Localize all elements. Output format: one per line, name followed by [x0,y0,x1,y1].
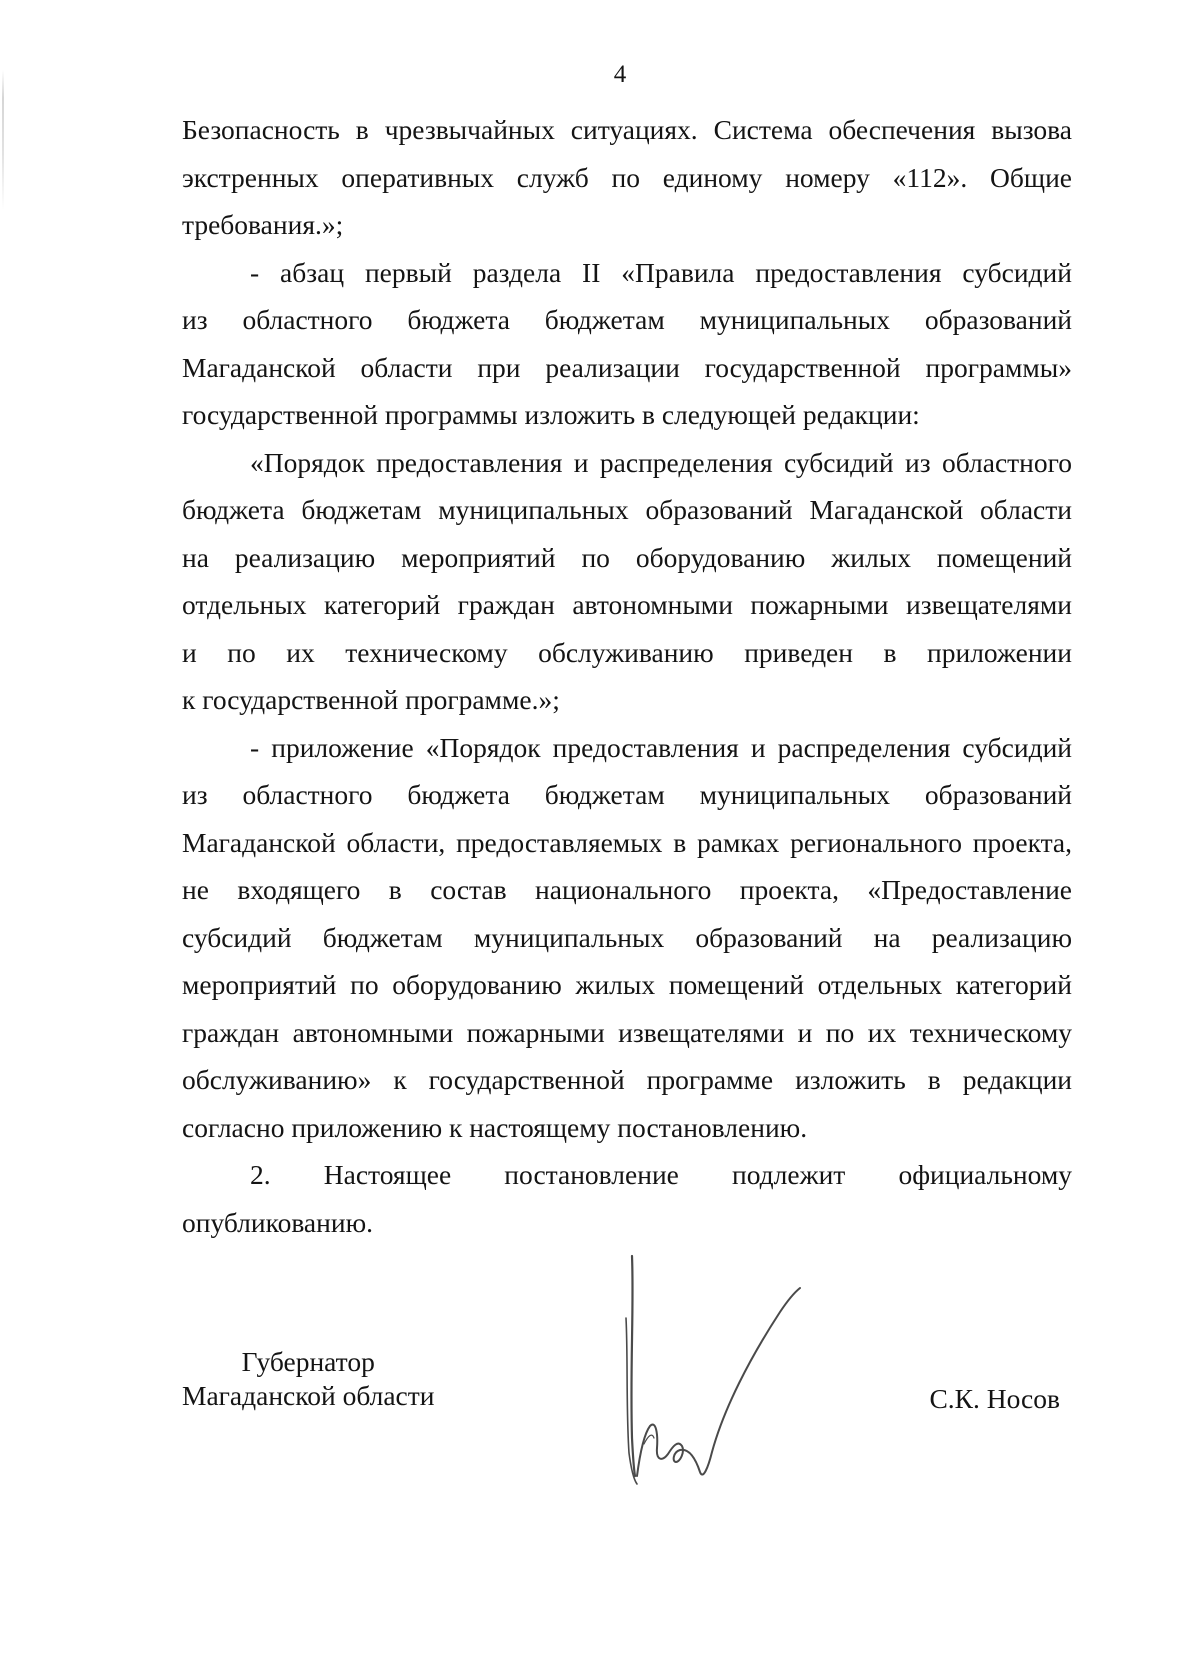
paragraph-5-line-2: опубликованию. [182,1206,373,1238]
paragraph-4-line-3: Магаданской области, предоставляемых в рамках регионального проекта, [182,826,1072,858]
handwritten-signature [610,1248,840,1488]
paragraph-4-line-2: из областного бюджета бюджетам муниципальных образований [182,779,1072,810]
signatory-position-line-2: Магаданской области [182,1380,435,1411]
page-number: 4 [613,61,627,88]
paragraph-1-line-1: Безопасность в чрезвычайных ситуациях. Система обеспечения вызова [182,114,1072,145]
paragraph-2-line-3: Магаданской области при реализации государственной программы» [182,351,1072,383]
paragraph-2-line-2: из областного бюджета бюджетам муниципальных образований [182,304,1072,335]
signatory-position-line-1: Губернатор [241,1346,375,1377]
paragraph-4-line-8: обслуживанию» к государственной программе изложить в редакции [182,1064,1072,1095]
paragraph-3-line-2: бюджета бюджетам муниципальных образований Магаданской области [182,494,1072,525]
paragraph-4-line-4: не входящего в состав национального проекта, «Предоставление [182,874,1072,905]
document-body [182,106,1072,1246]
paragraph-1-line-3: требования.»; [182,209,344,240]
scan-edge-artifact [2,70,4,210]
paragraph-3-line-3: на реализацию мероприятий по оборудованию жилых помещений [182,541,1072,573]
paragraph-3-line-6: к государственной программе.»; [182,684,560,715]
paragraph-3-line-1: «Порядок предоставления и распределения субсидий из областного [250,446,1072,478]
signatory-name: С.К. Носов [929,1383,1060,1414]
paragraph-2-line-4: государственной программы изложить в следующей редакции: [182,399,920,430]
paragraph-4-line-9: согласно приложению к настоящему постановлению. [182,1111,808,1143]
signatory-position [182,1345,435,1413]
paragraph-4-line-6: мероприятий по оборудованию жилых помещений отдельных категорий [182,969,1072,1000]
paragraph-4-line-1: - приложение «Порядок предоставления и распределения субсидий [250,731,1072,763]
paragraph-3-line-5: и по их техническому обслуживанию приведен в приложении [182,636,1072,668]
paragraph-5-line-1: 2. Настоящее постановление подлежит официальному [250,1159,1072,1190]
paragraph-4-line-7: граждан автономными пожарными извещателями и по их техническому [182,1016,1072,1048]
paragraph-1-line-2: экстренных оперативных служб по единому номеру «112». Общие [182,161,1072,193]
paragraph-4-line-5: субсидий бюджетам муниципальных образований на реализацию [182,921,1072,953]
paragraph-2-line-1: - абзац первый раздела II «Правила предоставления субсидий [250,256,1072,288]
paragraph-3-line-4: отдельных категорий граждан автономными пожарными извещателями [182,589,1072,620]
